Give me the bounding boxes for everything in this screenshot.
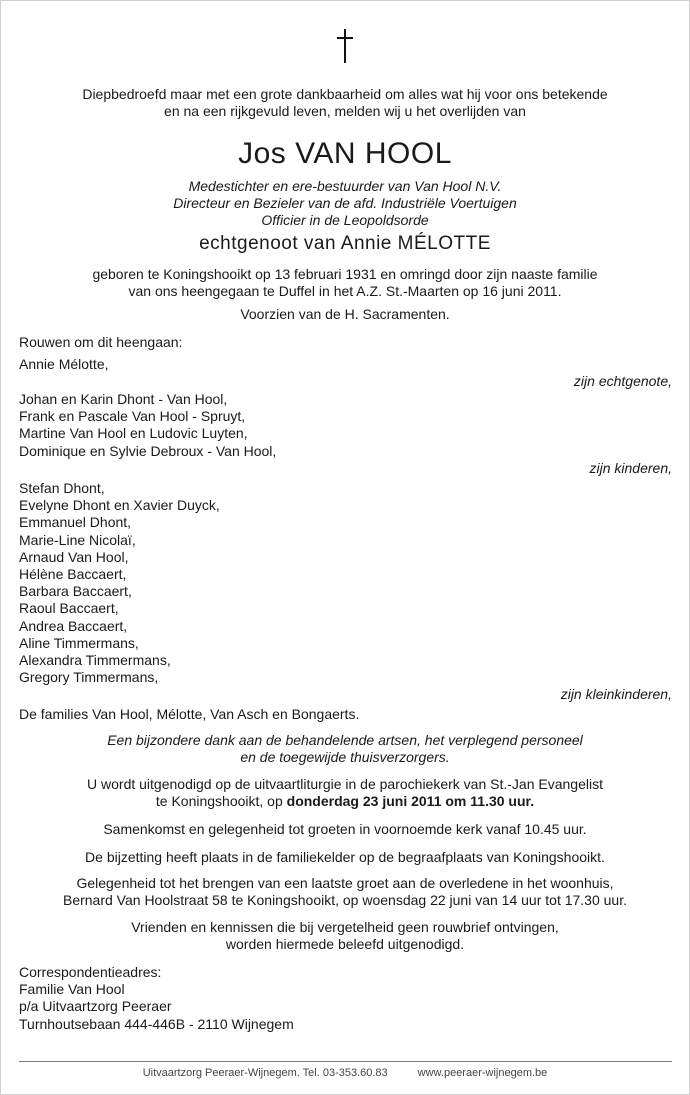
mourner-name: Barbara Baccaert,: [19, 583, 132, 600]
footer-divider: [19, 1061, 672, 1062]
mourner-name: Alexandra Timmermans,: [19, 652, 171, 669]
mourner-name: Andrea Baccaert,: [19, 617, 128, 634]
footer-website-link[interactable]: www.peeraer-wijnegem.be: [417, 1067, 548, 1079]
cross-icon: [1, 29, 689, 68]
mourner-name: Stefan Dhont,: [19, 480, 105, 496]
mourn-heading: Rouwen om dit heengaan:: [19, 334, 183, 350]
correspondence-address: Correspondentieadres: Familie Van Hool p/a Uitvaartzorg Peeraer Turnhoutsebaan 444-446B - 2110 Wijnegem: [19, 964, 294, 1032]
mourner-group-grandchildren: [19, 480, 672, 703]
meeting-text: Samenkomst en gelegenheid tot groeten in voornoemde kerk vanaf 10.45 uur.: [103, 821, 587, 837]
sacraments-line: Voorzien van de H. Sacramenten.: [240, 306, 450, 322]
mourner-name: Marie-Line Nicolaï,: [19, 531, 136, 548]
relation-label: zijn kleinkinderen,: [560, 686, 672, 703]
mourner-name: Emmanuel Dhont,: [19, 514, 132, 531]
deceased-name: Jos VAN HOOL: [238, 137, 452, 170]
mourner-group-children: [19, 391, 672, 477]
deceased-titles: Medestichter en ere-bestuurder van Van Hool N.V. Directeur en Bezieler van de afd. Industriële Voertuigen Officier in de Leopoldsorde: [173, 178, 517, 228]
mourner-name: Evelyne Dhont en Xavier Duyck,: [19, 497, 220, 514]
mourner-name: Martine Van Hool en Ludovic Luyten,: [19, 425, 248, 442]
mourner-name: Arnaud Van Hool,: [19, 548, 129, 565]
spouse-line: echtgenoot van Annie MÉLOTTE: [199, 233, 491, 254]
mourner-name: Annie Mélotte,: [19, 356, 109, 372]
mourner-name: Frank en Pascale Van Hool - Spruyt,: [19, 408, 246, 425]
mourner-name: Aline Timmermans,: [19, 634, 139, 651]
relation-label: zijn kinderen,: [589, 459, 672, 476]
intro-text: Diepbedroefd maar met een grote dankbaarheid om alles wat hij voor ons betekende en na een rijkgevuld leven, melden wij u het overlijden van: [82, 86, 608, 119]
footer-company: Uitvaartzorg Peeraer-Wijnegem. Tel. 03-353.60.83: [142, 1067, 388, 1079]
mourner-group-spouse: [19, 356, 672, 390]
relation-label: zijn echtgenote,: [573, 373, 672, 390]
mourner-name: Johan en Karin Dhont - Van Hool,: [19, 391, 228, 407]
thanks-text: Een bijzondere dank aan de behandelende artsen, het verplegend personeel en de toegewijde thuisverzorgers.: [107, 732, 583, 765]
footer: [1, 1067, 689, 1080]
funeral-date: donderdag 23 juni 2011 om 11.30 uur.: [286, 793, 535, 809]
friends-text: Vrienden en kennissen die bij vergetelheid geen rouwbrief ontvingen, worden hiermede beleefd uitgenodigd.: [131, 919, 559, 952]
families-line: De families Van Hool, Mélotte, Van Asch en Bongaerts.: [19, 706, 360, 722]
mourner-name: Raoul Baccaert,: [19, 600, 119, 617]
visit-text: Gelegenheid tot het brengen van een laatste groet aan de overledene in het woonhuis, Bernard Van Hoolstraat 58 te Koningshooikt, op woensdag 22 juni van 14 uur tot 17.30 uur.: [62, 875, 627, 908]
mourner-name: Hélène Baccaert,: [19, 566, 127, 583]
mourner-name: Dominique en Sylvie Debroux - Van Hool,: [19, 442, 277, 459]
funeral-invitation: U wordt uitgenodigd op de uitvaartliturgie in de parochiekerk van St.-Jan Evangelist te Koningshooikt, op donderdag 23 juni 2011 om 11.30 uur.: [87, 776, 603, 809]
burial-text: De bijzetting heeft plaats in de familiekelder op de begraafplaats van Koningshooikt.: [85, 849, 605, 865]
birth-death-text: geboren te Koningshooikt op 13 februari 1931 en omringd door zijn naaste familie van ons heengegaan te Duffel in het A.Z. St.-Maarten op 16 juni 2011.: [92, 266, 598, 299]
mourner-name: Gregory Timmermans,: [19, 669, 159, 686]
